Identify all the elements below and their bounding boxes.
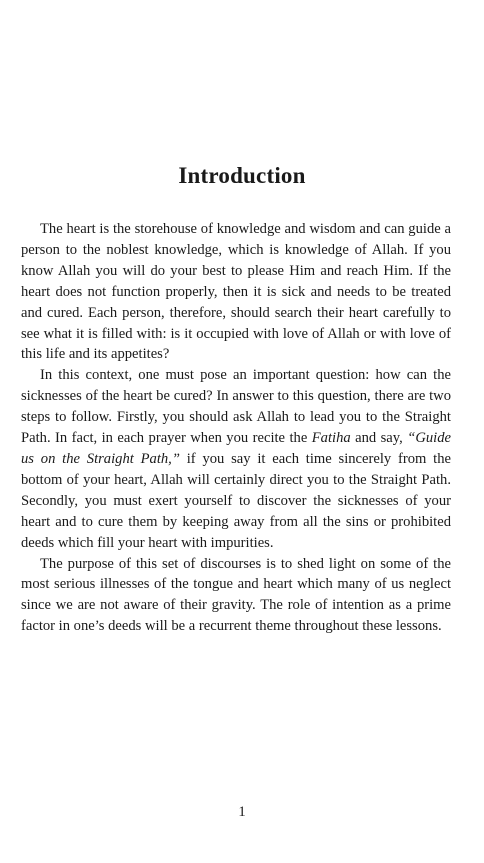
page-number: 1: [238, 804, 246, 820]
paragraph-2: [21, 365, 451, 553]
chapter-body: [21, 219, 451, 637]
paragraph-2-text-b: and say,: [350, 430, 408, 447]
paragraph-1: The heart is the storehouse of knowledge and wisdom and can guide a person to the noblest knowledge, which is knowledge of Allah. If you know Allah you will do your best to please Him and reach Him. If the heart does not function properly, then it is sick and needs to be treated and cured. Each person, therefore, should search their heart carefully to see what it is filled with: is it occupied with love of Allah or with love of this life and its appetites?: [21, 221, 451, 363]
fatiha-term: Fatiha: [311, 430, 351, 447]
quoted-prayer: “Guide us on the Straight Path,”: [21, 430, 451, 467]
chapter-title: Introduction: [178, 163, 306, 188]
paragraph-2-text-a: In this context, one must pose an important question: how can the sicknesses of the heart be cured? In answer to this question, there are two steps to follow. Firstly, you should ask Allah to lead you to the Straight Path. In fact, in each prayer when you recite the: [21, 367, 451, 447]
paragraph-2-text-c: if you say it each time sincerely from the bottom of your heart, Allah will certainly direct you to the Straight Path. Secondly, you must exert yourself to discover the sicknesses of your heart and to cure them by keeping away from all the sins or prohibited deeds which fill your heart with impurities.: [21, 450, 451, 551]
paragraph-3: The purpose of this set of discourses is to shed light on some of the most serious illnesses of the tongue and heart which many of us neglect since we are not aware of their gravity. The role of intention as a prime factor in one’s deeds will be a recurrent theme throughout these lessons.: [21, 555, 451, 635]
